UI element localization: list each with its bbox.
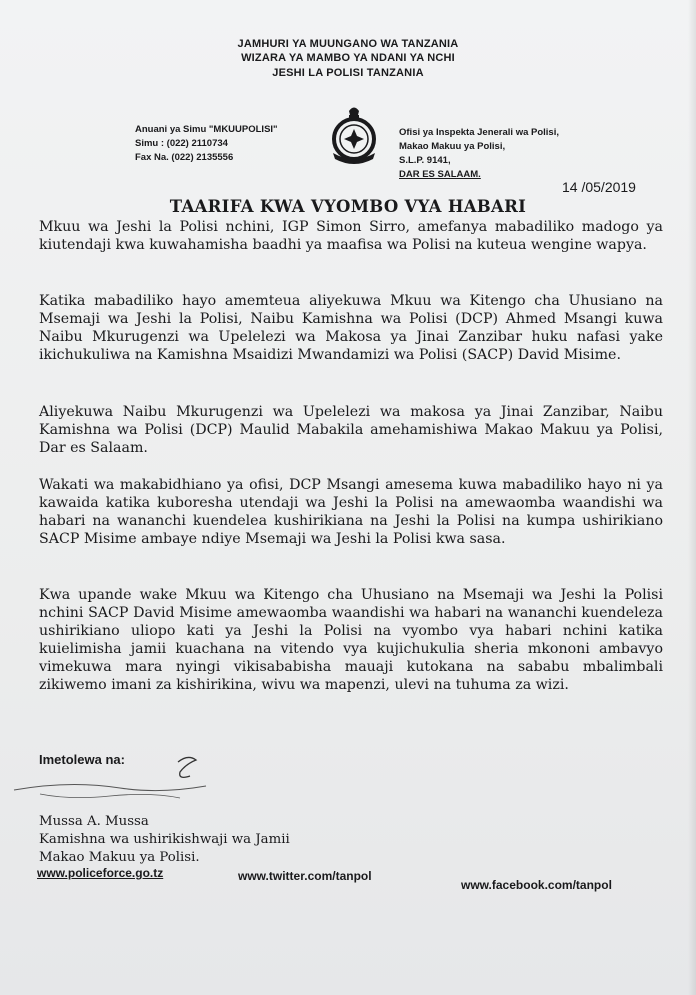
phone-number: Simu : (022) 2110734 xyxy=(135,138,228,149)
po-box: S.L.P. 9141, xyxy=(399,155,451,166)
paragraph-4: Wakati wa makabidhiano ya ofisi, DCP Msangi amesema kuwa mabadiliko hayo ni ya kawaida katika kuboresha utendaji wa Jeshi la Polisi na amewaomba waandishi wa habari na wananchi kuendelea kushirikiana na Jeshi la Polisi na kumpa ushirikiano SACP Misime ambaye ndiye Msemaji wa Jeshi la Polisi kwa sasa. xyxy=(39,477,663,547)
signatory-office: Makao Makuu ya Polisi. xyxy=(39,850,200,865)
office-city: DAR ES SALAAM. xyxy=(399,169,481,180)
facebook-link[interactable]: www.facebook.com/tanpol xyxy=(461,878,612,892)
header-ministry: WIZARA YA MAMBO YA NDANI YA NCHI xyxy=(241,52,455,64)
office-name: Ofisi ya Inspekta Jenerali wa Polisi, xyxy=(399,127,559,138)
police-emblem-icon xyxy=(325,103,383,169)
paragraph-2: Katika mabadiliko hayo amemteua aliyekuwa Mkuu wa Kitengo cha Uhusiano na Msemaji wa Jeshi la Polisi, Naibu Kamishna wa Polisi (DCP) Ahmed Msangi kuwa Naibu Mkurugenzi wa Upelelezi wa Makosa ya Jinai Zanzibar huku nafasi yake ikichukuliwa na Kamishna Msaidizi Mwandamizi wa Polisi (SACP) David Misime. xyxy=(39,293,663,363)
office-hq: Makao Makuu ya Polisi, xyxy=(399,141,506,152)
telegram-address: Anuani ya Simu "MKUUPOLISI" xyxy=(135,124,278,135)
paragraph-3: Aliyekuwa Naibu Mkurugenzi wa Upelelezi wa makosa ya Jinai Zanzibar, Naibu Kamishna wa Polisi (DCP) Maulid Mabakila amehamishiwa Makao Makuu ya Polisi, Dar es Salaam. xyxy=(39,404,663,456)
paragraph-1: Mkuu wa Jeshi la Polisi nchini, IGP Simon Sirro, amefanya mabadiliko madogo ya kiutendaji kwa kuwahamisha baadhi ya maafisa wa Polisi na kuteua wengine wapya. xyxy=(39,219,663,253)
header-republic: JAMHURI YA MUUNGANO WA TANZANIA xyxy=(237,38,459,50)
document-title: TAARIFA KWA VYOMBO VYA HABARI xyxy=(169,197,527,216)
signatory-name: Mussa A. Mussa xyxy=(39,814,149,829)
paragraph-5: Kwa upande wake Mkuu wa Kitengo cha Uhusiano na Msemaji wa Jeshi la Polisi nchini SACP David Misime amewaomba waandishi wa habari na wananchi kuendeleza ushirikiano uliopo kati ya Jeshi la Polisi na vyombo vya habari nchini katika kuielimisha jamii kuachana na vitendo vya kujichukulia sheria mkononi ambavyo vimekuwa mara nyingi vikisababisha mauaji kutokana na sababu mbalimbali zikiwemo imani za kishirikina, wivu wa mapenzi, ulevi na tuhuma za wizi. xyxy=(39,587,663,693)
header-police: JESHI LA POLISI TANZANIA xyxy=(272,67,424,79)
contact-left xyxy=(135,123,278,165)
issued-by-label: Imetolewa na: xyxy=(39,752,125,767)
release-date: 14 /05/2019 xyxy=(562,179,636,195)
website-link[interactable]: www.policeforce.go.tz xyxy=(37,866,164,880)
signatory-position: Kamishna wa ushirikishwaji wa Jamii xyxy=(39,832,290,847)
page-edge-shadow xyxy=(688,0,696,995)
fax-number: Fax Na. (022) 2135556 xyxy=(135,152,234,163)
handwritten-signature xyxy=(10,750,210,810)
contact-right xyxy=(399,126,559,182)
twitter-link[interactable]: www.twitter.com/tanpol xyxy=(238,869,372,883)
